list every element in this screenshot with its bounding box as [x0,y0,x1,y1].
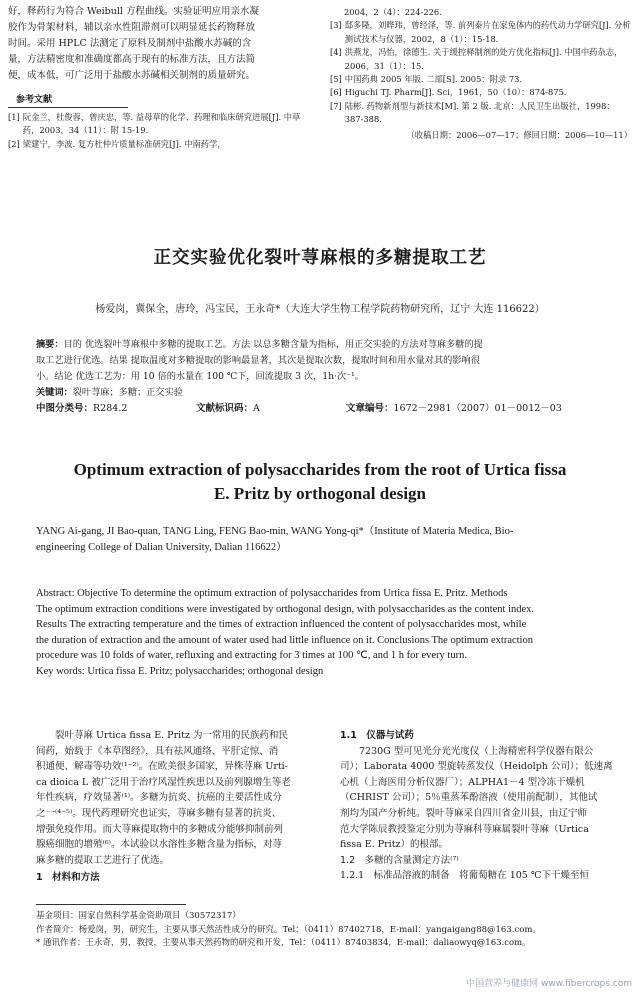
watermark: 中国营养与健康网 www.fibercrops.com [466,979,632,989]
article-title-cn: 正交实验优化裂叶荨麻根的多糖提取工艺 [153,248,487,268]
received-date: （收稿日期：2006—07—17；修回日期：2006—10—11） [406,129,632,140]
clc-value: R284.2 [93,403,128,414]
abstract-cn-label: 摘要： [36,339,64,350]
text-line: 时间。采用 HPLC 法测定了原料及制剂中盐酸水苏碱的含 [8,38,252,49]
footnotes [36,910,630,951]
doc-code-label: 文献标识码： [196,403,254,414]
abstract-cn-line: 取工艺进行优选。结果 提取温度对多糖提取的影响最显著，其次是提取次数，提取时间和用水量对其的影响很 [36,355,480,366]
text-line: 胶作为骨架材料，辅以亲水性阻滞剂可以明显延长药物释放 [8,22,256,33]
text-line: 好，释药行为符合 Weibull 方程曲线。实验证明应用亲水凝 [8,6,259,17]
reference-item: [7] 陆彬. 药物新剂型与新技术[M]. 第 2 版. 北京：人民卫生出版社，1998：387-388. [330,100,615,125]
authors-cn: 杨爱岗，冀保全，唐玲，冯宝民，王永奇*（大连大学生物工程学院药物研究所，辽宁 大连 116622） [95,304,545,315]
reference-item: 2004，2（4）：224-226. [344,7,442,17]
abstract-en-line: Abstract: Objective To determine the optimum extraction of polysaccharides from Urtica fissa E. Pritz. Methods [36,588,508,599]
body-line: 麻多糖的提取工艺进行了优选。 [36,854,170,866]
body-line: fissa E. Pritz）的根部。 [340,839,449,851]
authors-en-line: YANG Ai-gang, JI Bao-quan, TANG Ling, FENG Bao-min, WANG Yong-qi*（Institute of Materia Medica, Bio- [36,526,514,537]
abstract-cn-line: 小。结论 优选工艺为：用 10 倍的水量在 100 ℃下，回流提取 3 次，1h·次⁻¹。 [36,371,364,382]
reference-item: [1] 阮金兰，杜俊蓉，曾庆忠，等. 益母草的化学、药理和临床研究进展[J]. 中草药，2003，34（11）：附 15-19. [8,112,301,136]
abstract-en-line: the duration of extraction and the amount of water used had little influence on it. Conclusions The optimum extraction [36,634,533,646]
body-line: 年性疾病，疗效显著⁽¹⁾。多糖为抗炎、抗癌的主要活性成分 [36,792,282,804]
reference-item: [3] 邸多隆，刘晔玮，曾经泽，等. 前列泰片在家兔体内的药代动力学研究[J]. 分析测试技术与仪器，2002，8（1）：15-18. [330,20,631,44]
body-left-column [36,728,316,886]
reference-item: [2] 梁建宁，李波. 复方杜仲片质量标准研究[J]. 中南药学， [8,138,226,149]
footnote-author: 作者简介：杨爱岗，男，研究生，主要从事天然活性成分的研究。Tel：（0411）87402718，E-mail：yangaigang88@163.com。 [36,924,541,935]
keywords-cn-label: 关键词： [36,387,73,398]
article-title-en [0,458,640,506]
abstract-en-line: Results The extracting temperature and the times of extraction influenced the content of polysaccharides most, while [36,619,527,630]
footnote-corresponding: * 通讯作者：王永奇，男，教授，主要从事天然药物的研究和开发，Tel：（0411）87403834，E-mail：daliaowyq@163.com。 [36,938,531,948]
body-line: 范大学陈辰教授鉴定分别为荨麻科荨麻属裂叶荨麻（Urtica [340,823,589,835]
body-line: 1.2.1 标准品溶液的制备 将葡萄糖在 105 ℃下干燥至恒 [340,870,589,882]
keywords-en: Key words: Urtica fissa E. Pritz; polysaccharides; orthogonal design [36,665,324,677]
divider [8,107,128,108]
authors-en [36,524,626,555]
references-heading: 参考文献 [16,95,53,105]
references-right [330,6,632,142]
footnote-fund: 基金项目：国家自然科学基金资助项目（30572317） [36,911,241,921]
subsection-heading: 1.1 仪器与试药 [340,730,414,741]
section-heading: 1 材料和方法 [36,872,100,884]
footnote-divider [36,904,186,905]
abstract-cn-line: 目的 优选裂叶荨麻根中多糖的提取工艺。方法 以总多糖含量为指标，用正交实验的方法对荨麻多糖的提 [63,339,483,350]
article-no-label: 文章编号： [346,403,394,414]
body-line: 心机（上海医用分析仪器厂）；ALPHA1－4 型冷冻干燥机 [340,776,585,788]
prev-article-conclusion [8,4,316,84]
body-line: 间药，始载于《本草图经》，具有祛风通络、平肝定惊、消 [36,745,279,757]
reference-item: [6] Higuchi TJ. Pharm[J]. Sci，1961，50（10）：874-875. [330,87,567,98]
body-line: 司）；Laborata 4000 型旋转蒸发仪（Heidolph 公司）；低速离 [340,761,613,773]
reference-item: [5] 中国药典 2005 年版. 二部[S]. 2005：附录 73. [330,74,523,85]
title-en-line: E. Pritz by orthogonal design [213,484,427,503]
text-line: 量，方法精密度和准确度都高于现有的标准方法，且方法简 [8,54,256,65]
classification-row [36,401,616,417]
body-line: 增强免疫作用。而大荨麻提取物中的多糖成分能够抑制前列 [36,823,284,835]
body-line: 腺癌细胞的增殖⁽⁶⁾。本试验以水溶性多糖含量为指标，对荨 [36,839,282,851]
body-line: ca dioica L 被广泛用于治疗风湿性疾患以及前列腺增生等老 [36,776,291,788]
body-line: 之一⁽⁴⁻⁵⁾。现代药理研究也证实，荨麻多糖有显著的抗炎、 [36,807,282,819]
body-line: （CHRIST 公司）；5％重蒸苯酚溶液（使用前配制），其他试 [340,792,598,804]
abstract-en [36,586,626,679]
references-left [8,92,316,151]
body-line: 7230G 型可见光分光光度仪（上海精密科学仪器有限公 [340,745,594,757]
body-right-column [340,728,630,884]
keywords-cn: 裂叶荨麻；多糖；正交实验 [72,387,183,398]
clc-label: 中图分类号： [36,403,94,414]
body-line: 裂叶荨麻 Urtica fissa E. Pritz 为一常用的民族药和民 [36,730,288,741]
subsection-heading: 1.2 多糖的含量测定方法⁽⁷⁾ [340,854,459,866]
article-no-value: 1672－2981（2007）01－0012－03 [393,403,562,414]
reference-item: [4] 洪燕龙，冯怡，徐德生. 关于缓控释制剂的处方优化指标[J]. 中国中药杂志，2006，31（1）：15. [330,47,623,71]
abstract-en-line: procedure was 10 folds of water, refluxing and extracting for 3 times at 100 ℃, and 1 h for every turn. [36,650,467,661]
body-line: 剂均为国产分析纯。裂叶荨麻采自四川省金川县，由辽宁师 [340,807,588,819]
authors-en-line: engineering College of Dalian University, Dalian 116622） [36,541,287,553]
title-en-line: Optimum extraction of polysaccharides from the root of Urtica fissa [73,460,567,479]
text-line: 便，成本低，可广泛用于盐酸水苏碱相关制剂的质量研究。 [8,70,256,81]
abstract-en-line: The optimum extraction conditions were investigated by orthogonal design, with polysaccharides as the content index. [36,603,535,615]
abstract-cn [36,337,616,417]
doc-code-value: A [253,403,260,414]
body-line: 积通便、解毒等功效⁽¹⁻²⁾。在欧美很多国家，异株荨麻 Urti- [36,761,288,773]
